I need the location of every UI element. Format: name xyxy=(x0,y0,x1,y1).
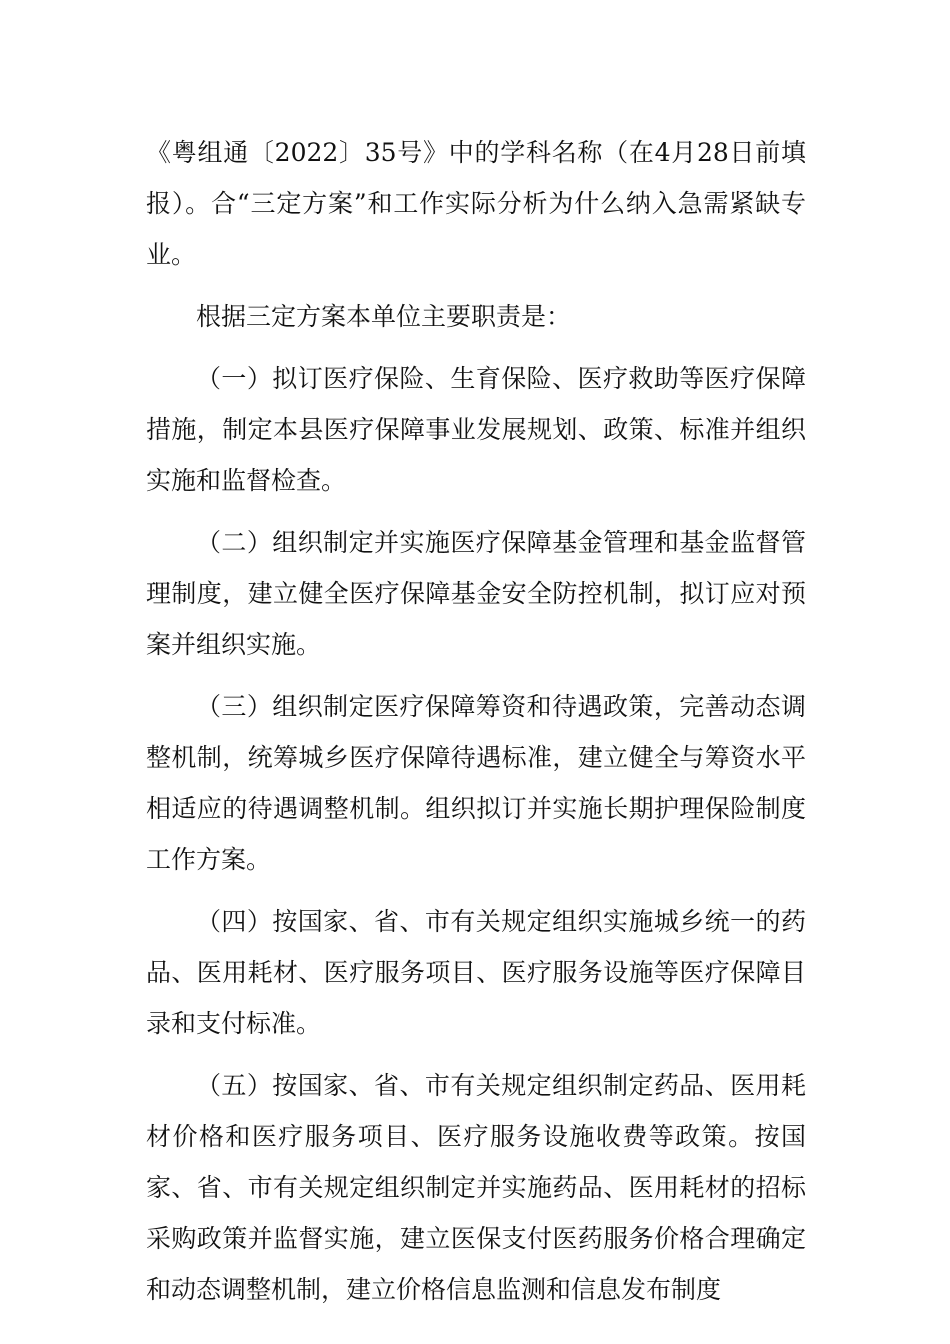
paragraph-duty-5: （五）按国家、省、市有关规定组织制定药品、医用耗材价格和医疗服务项目、医疗服务设施收费等政策。按国家、省、市有关规定组织制定并实施药品、医用耗材的招标采购政策并监督实施，建立医保支付医药服务价格合理确定和动态调整机制，建立价格信息监测和信息发布制度 xyxy=(146,1071,806,1304)
paragraph-duty-4: （四）按国家、省、市有关规定组织实施城乡统一的药品、医用耗材、医疗服务项目、医疗服务设施等医疗保障目录和支付标准。 xyxy=(146,907,806,1038)
paragraph-intro: 《粤组通〔2022〕35号》中的学科名称（在4月28日前填报）。合“三定方案”和工作实际分析为什么纳入急需紧缺专业。 xyxy=(146,138,806,269)
paragraph-duty-2: （二）组织制定并实施医疗保障基金管理和基金监督管理制度，建立健全医疗保障基金安全防控机制，拟订应对预案并组织实施。 xyxy=(146,528,806,659)
paragraph-duty-3: （三）组织制定医疗保障筹资和待遇政策，完善动态调整机制，统筹城乡医疗保障待遇标准，建立健全与筹资水平相适应的待遇调整机制。组织拟订并实施长期护理保险制度工作方案。 xyxy=(146,692,806,874)
document-body xyxy=(146,127,806,1315)
paragraph-duty-1: （一）拟订医疗保险、生育保险、医疗救助等医疗保障措施，制定本县医疗保障事业发展规划、政策、标准并组织实施和监督检查。 xyxy=(146,364,806,495)
paragraph-duties-heading: 根据三定方案本单位主要职责是： xyxy=(196,302,572,331)
